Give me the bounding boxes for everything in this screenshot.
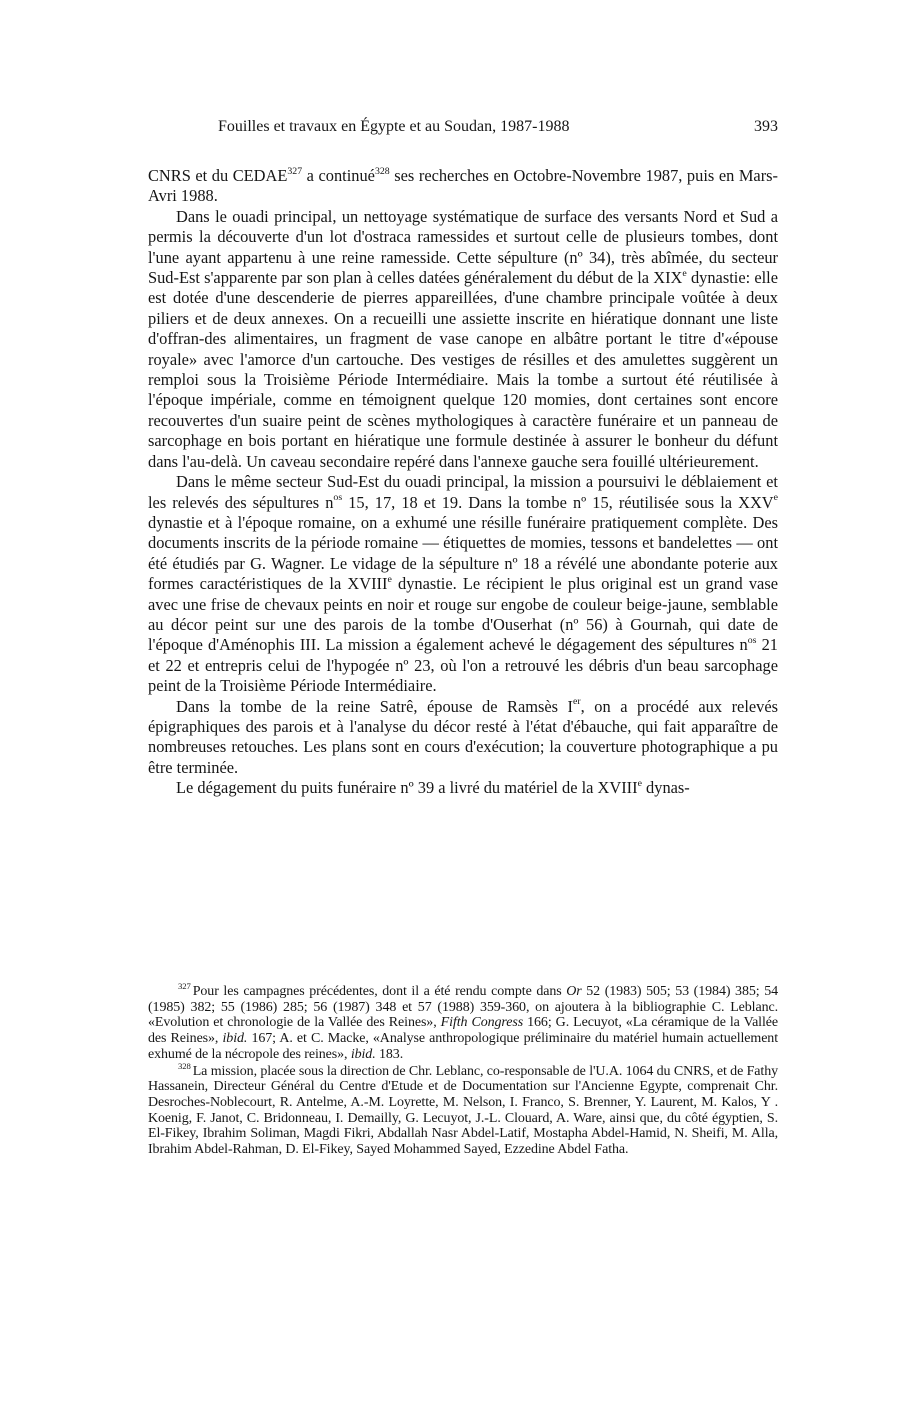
text-span: 21 et 22 et entrepris celui de l'hypogée nº 23, où l'on a retrouvé les débris d'un beau sarcophage peint de la Troisième Période Intermédiaire. (148, 635, 778, 696)
main-text (148, 166, 778, 799)
superscript: er (573, 696, 581, 708)
text-span: 183. (375, 1046, 404, 1062)
superscript: e (773, 492, 778, 504)
superscript: os (747, 634, 757, 646)
text-span: Dans la tombe de la reine Satrê, épouse de Ramsès I (176, 696, 574, 716)
page-number: 393 (754, 118, 778, 135)
paragraph-2 (148, 207, 778, 472)
footnote-328 (148, 1060, 778, 1158)
paragraph-4 (148, 697, 778, 779)
superscript: os (333, 492, 343, 504)
text-span: 15, 17, 18 et 19. Dans la tombe nº 15, réutilisée sous la XXV (342, 492, 774, 512)
text-span: Pour les campagnes précédentes, dont il a été rendu compte dans (192, 984, 567, 999)
italic-text: Or (566, 984, 582, 999)
text-span: , on a procédé aux relevés épigraphiques des parois et à l'analyse du décor resté à l'état d'ébauche, qui fait apparaître de nombreuses retouches. Les plans sont en cours d'exécution; la couverture photographique a pu être terminée. (148, 696, 778, 777)
text-span: Dans le même secteur Sud-Est du ouadi principal, la mission a poursuivi le déblaiement et les relevés des sépultures n (148, 472, 778, 512)
text-span: 167; A. et C. Macke, «Analyse anthropologique préliminaire du matériel humain actuellement exhumé de la nécropole des reines», (148, 1031, 778, 1062)
text-span: dynastie: elle est dotée d'une descenderie de pierres appareillées, d'une chambre principale voûtée à deux piliers et de deux annexes. On a recueilli une assiette inscrite en hiératique donnant une liste d'offran-des alimentaires, un fragment de vase canope en albâtre portant le titre d'«épouse royale» avec l'amorce d'un cartouche. Des vestiges de résilles et des amulettes suggèrent un remploi sous la Troisième Période Intermédiaire. Mais la tombe a surtout été réutilisée à l'époque impériale, comme en témoignent quelque 120 momies, dont certaines sont encore recouvertes d'un suaire peint de scènes mythologiques à caractère funéraire et un panneau de sarcophage en bois portant en hiératique une formule destinée à assurer le bonheur du défunt dans l'au-delà. Un caveau secondaire repéré dans l'annexe gauche sera fouillé ultérieurement. (148, 268, 778, 471)
footnote-number: 327 (178, 981, 191, 992)
paragraph-1 (148, 166, 778, 207)
italic-text: Fifth Congress (440, 1015, 524, 1031)
text-span: 166; G. Lecuyot, «La céramique de la Vallée des Reines», (148, 1015, 778, 1047)
text-span: a continué (302, 166, 375, 185)
paragraph-3 (148, 472, 778, 696)
running-header (218, 118, 778, 142)
footnote-327 (148, 981, 778, 1063)
running-title: Fouilles et travaux en Égypte et au Soudan, 1987-1988 (218, 118, 570, 135)
superscript: e (637, 777, 642, 789)
footnote-ref-327: 327 (287, 165, 303, 177)
text-span: dynastie et à l'époque romaine, on a exhumé une résille funéraire pratiquement complète. Des documents inscrits de la période romaine — étiquettes de momies, tessons et bandelettes — ont été étudiés par G. Wagner. Le vidage de la sépulture nº 18 a révélé une abondante poterie aux formes caractéristiques de la XVIII (148, 512, 778, 594)
footnotes (148, 981, 778, 1159)
text-span: ses recherches en Octobre-Novembre 1987, puis en Mars-Avri 1988. (148, 166, 778, 206)
paragraph-5 (148, 778, 778, 798)
text-span: La mission, placée sous la direction de Chr. Leblanc, co-responsable de l'U.A. 1064 du CNRS, et de Fathy Hassanein, Directeur Général du Centre d'Etude et de Documentation sur l'Ancienne Egypte, comprenait Chr. Desroches-Noblecourt, R. Antelme, A.-M. Loyrette, M. Nelson, I. Franco, S. Brenner, Y. Laurent, M. Kalos, Y . Koenig, F. Janot, C. Bridonneau, I. Demailly, G. Lecuyot, J.-L. Clouard, A. Ware, ainsi que, du côté égyptien, S. El-Fikey, Ibrahim Soliman, Magdi Fikri, Abdallah Nasr Abdel-Latif, Mostapha Abdel-Hamid, N. Sheifi, M. Alla, Ibrahim Abdel-Rahman, D. El-Fikey, Sayed Mohammed Sayed, Ezzedine Abdel Fatha. (148, 1063, 778, 1158)
superscript: e (682, 267, 687, 279)
italic-text: ibid. (350, 1046, 376, 1062)
text-span: CNRS et du CEDAE (148, 166, 288, 185)
footnote-number: 328 (178, 1060, 191, 1071)
text-span: Le dégagement du puits funéraire nº 39 a livré du matériel de la XVIII (176, 778, 638, 798)
text-span: Dans le ouadi principal, un nettoyage systématique de surface des versants Nord et Sud a permis la découverte d'un lot d'ostraca ramessides et surtout celle de plusieurs tombes, dont l'une ayant appartenu à une reine ramesside. Cette sépulture (nº 34), très abîmée, du secteur Sud-Est s'apparente par son plan à celles datées généralement du début de la XIX (148, 206, 778, 288)
text-span: dynas- (641, 778, 690, 798)
text-span: dynastie. Le récipient le plus original est un grand vase avec une frise de chevaux peints en noir et rouge sur engobe de couleur beige-jaune, semblable au décor peint sur une des parois de la tombe d'Ouserhat (nº 56) à Gournah, qui date de l'époque d'Aménophis III. La mission a également achevé le dégagement des sépultures n (148, 574, 778, 655)
text-span: 52 (1983) 505; 53 (1984) 385; 54 (1985) 382; 55 (1986) 285; 56 (1987) 348 et 57 (1988) 359-360, on ajoutera à la bibliographie C. Leblanc. «Evolution et chronologie de la Vallée des Reines», (148, 984, 778, 1031)
superscript: e (387, 573, 392, 585)
footnote-ref-328: 328 (374, 165, 390, 177)
italic-text: ibid. (222, 1031, 248, 1047)
